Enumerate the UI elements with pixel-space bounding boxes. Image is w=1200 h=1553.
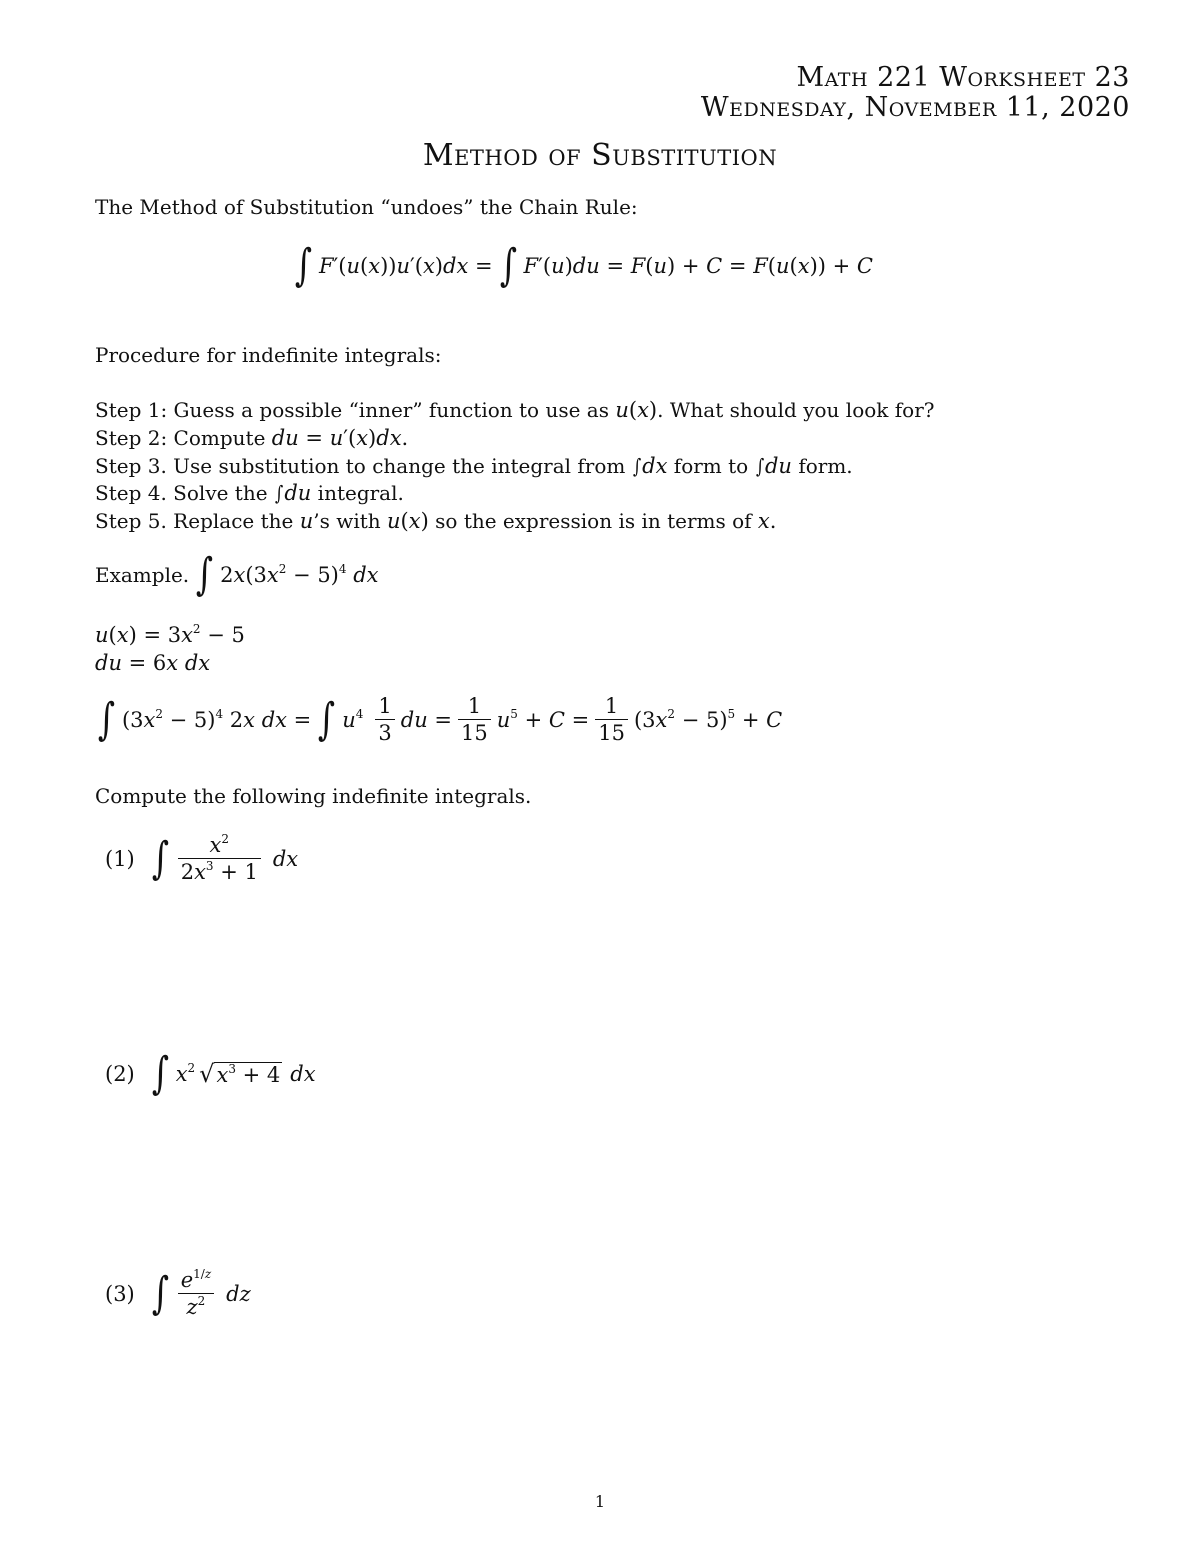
step-1: Step 1: Guess a possible “inner” function to use as u(x). What should you look for? [95, 398, 935, 422]
chain-rule-equation: ∫ F′(u(x))u′(x)dx = ∫ F′(u)du = F(u) + C = F(u(x)) + C [294, 240, 873, 291]
problem-3: (3) ∫ $\frac{e^{1/z}}{z^2}$ dz [105, 1267, 251, 1320]
step-4: Step 4. Solve the ∫du integral. [95, 481, 404, 505]
example-integral: Example. ∫ $2x(3x^2 - 5)^4$ dx [95, 549, 379, 600]
compute-instruction: Compute the following indefinite integrals. [95, 784, 532, 808]
problem-2: (2) ∫ $x^2$ $√x^3 + 4$ dx [105, 1048, 316, 1099]
worksheet-header-line1: Math 221 Worksheet 23 [796, 62, 1130, 93]
step-3: Step 3. Use substitution to change the integral from ∫dx form to ∫du form. [95, 454, 853, 478]
page-title: Method of Substitution [422, 138, 778, 173]
problem-1: (1) ∫ $\frac{x^2}{2x^3 + 1}$ dx [105, 832, 299, 885]
step-2: Step 2: Compute du = u′(x)dx. [95, 426, 409, 450]
intro-text: The Method of Substitution “undoes” the Chain Rule: [95, 195, 638, 219]
procedure-heading: Procedure for indefinite integrals: [95, 343, 442, 367]
example-u-definition: $u(x) = 3x^2 - 5$ [95, 622, 245, 647]
worksheet-header-date: Wednesday, November 11, 2020 [700, 92, 1130, 123]
example-solution: ∫ $(3x^2 - 5)^4$ 2x dx = ∫ $u^4$ $\frac{1}{3}$ du = $\frac{1}{15}$ $u^5 + C$ = $\frac{1}{15}$ $(3x^2 - 5)^5 + C$ [97, 693, 783, 746]
step-5: Step 5. Replace the u’s with u(x) so the expression is in terms of x. [95, 509, 777, 533]
page-number: 1 [594, 1492, 606, 1511]
example-du-definition: du = 6x dx [95, 651, 211, 675]
